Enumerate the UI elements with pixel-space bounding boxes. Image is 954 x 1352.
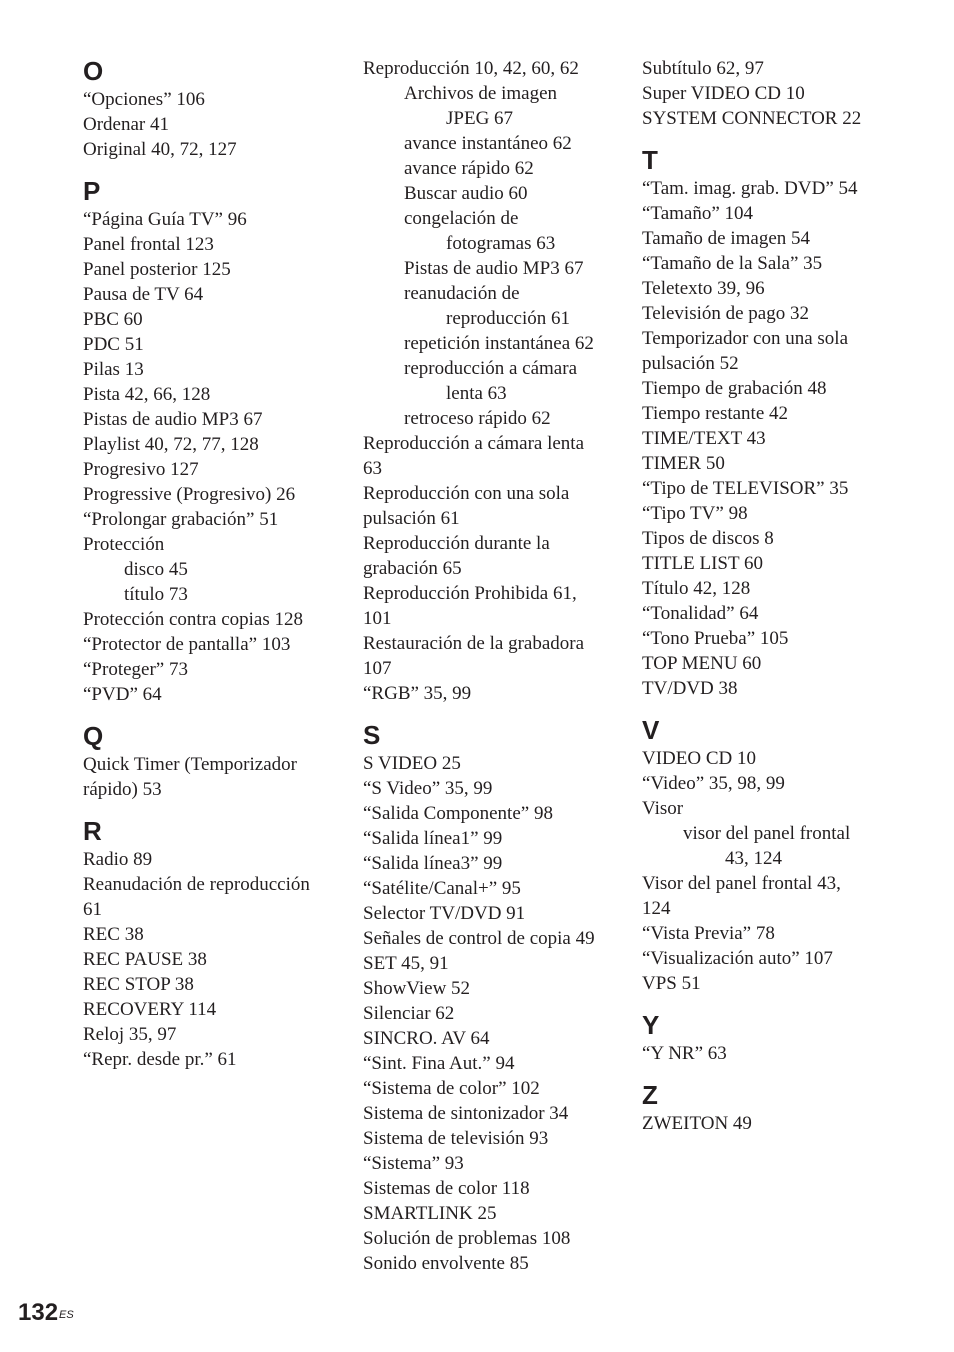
- index-entry: Protección contra copias 128: [83, 609, 304, 630]
- index-entry: Visor del panel frontal 43,: [642, 873, 841, 894]
- index-entry: Pilas 13: [83, 359, 144, 380]
- index-entry: Reloj 35, 97: [83, 1024, 177, 1045]
- index-entry: “Tono Prueba” 105: [642, 628, 789, 649]
- index-entry: Playlist 40, 72, 77, 128: [83, 434, 259, 455]
- index-section: [83, 56, 338, 162]
- index-entry: “RGB” 35, 99: [363, 683, 472, 704]
- index-entry: SINCRO. AV 64: [363, 1028, 490, 1049]
- index-subentry: reproducción a cámara: [404, 358, 578, 379]
- index-entry: PBC 60: [83, 309, 143, 330]
- index-entry: “Salida línea1” 99: [363, 828, 503, 849]
- index-entry: Pausa de TV 64: [83, 284, 204, 305]
- index-subentry: JPEG 67: [446, 108, 514, 129]
- index-entry: RECOVERY 114: [83, 999, 217, 1020]
- index-subentry: avance rápido 62: [404, 158, 534, 179]
- index-entry: “Tipo de TELEVISOR” 35: [642, 478, 849, 499]
- index-entry: Silenciar 62: [363, 1003, 455, 1024]
- index-subentry: lenta 63: [446, 383, 507, 404]
- index-entry: REC PAUSE 38: [83, 949, 207, 970]
- index-entry: 107: [363, 658, 392, 679]
- section-letter-heading: V: [642, 715, 660, 745]
- index-column-1: [83, 56, 338, 1072]
- index-subentry: Pistas de audio MP3 67: [404, 258, 584, 279]
- index-entry: “Protector de pantalla” 103: [83, 634, 291, 655]
- index-subentry: avance instantáneo 62: [404, 133, 572, 154]
- index-subentry: retroceso rápido 62: [404, 408, 551, 429]
- index-entry: “Prolongar grabación” 51: [83, 509, 279, 530]
- section-letter-heading: Q: [83, 721, 104, 751]
- index-subentry: título 73: [124, 584, 188, 605]
- index-entry: grabación 65: [363, 558, 462, 579]
- index-entry: Super VIDEO CD 10: [642, 83, 805, 104]
- section-letter-heading: O: [83, 56, 104, 86]
- index-entry: Tiempo restante 42: [642, 403, 789, 424]
- index-entry: 63: [363, 458, 382, 479]
- index-entry: Progressive (Progresivo) 26: [83, 484, 296, 505]
- index-entry: “Sint. Fina Aut.” 94: [363, 1053, 515, 1074]
- index-section: [363, 720, 625, 1276]
- index-entry: “Salida Componente” 98: [363, 803, 553, 824]
- index-entry: ZWEITON 49: [642, 1113, 752, 1134]
- index-entry: “Tam. imag. grab. DVD” 54: [642, 178, 858, 199]
- index-entry: “Proteger” 73: [83, 659, 188, 680]
- page-number: [18, 1298, 74, 1328]
- index-entry: TV/DVD 38: [642, 678, 738, 699]
- index-entry: Subtítulo 62, 97: [642, 58, 764, 79]
- index-entry: S VIDEO 25: [363, 753, 461, 774]
- index-entry: Pista 42, 66, 128: [83, 384, 211, 405]
- index-entry: VIDEO CD 10: [642, 748, 756, 769]
- index-entry: 101: [363, 608, 392, 629]
- section-letter-heading: Z: [642, 1080, 658, 1110]
- index-entry: TOP MENU 60: [642, 653, 762, 674]
- index-section: [363, 56, 625, 706]
- index-entry: Tamaño de imagen 54: [642, 228, 811, 249]
- index-entry: “Tamaño de la Sala” 35: [642, 253, 823, 274]
- index-subentry: congelación de: [404, 208, 519, 229]
- index-subentry: Archivos de imagen: [404, 83, 558, 104]
- index-entry: “Página Guía TV” 96: [83, 209, 247, 230]
- index-entry: Progresivo 127: [83, 459, 199, 480]
- index-entry: “PVD” 64: [83, 684, 162, 705]
- index-entry: Televisión de pago 32: [642, 303, 809, 324]
- index-entry: Quick Timer (Temporizador: [83, 754, 297, 775]
- index-entry: Señales de control de copia 49: [363, 928, 595, 949]
- page-number-value: 132: [18, 1299, 59, 1326]
- index-entry: Selector TV/DVD 91: [363, 903, 526, 924]
- section-letter-heading: R: [83, 816, 102, 846]
- index-entry: Restauración de la grabadora: [363, 633, 585, 654]
- section-letter-heading: P: [83, 176, 101, 206]
- index-subentry: disco 45: [124, 559, 188, 580]
- index-entry: rápido) 53: [83, 779, 162, 800]
- index-entry: Título 42, 128: [642, 578, 751, 599]
- index-entry: Teletexto 39, 96: [642, 278, 765, 299]
- index-subentry: fotogramas 63: [446, 233, 556, 254]
- index-entry: Reanudación de reproducción: [83, 874, 310, 895]
- index-section: [642, 1080, 912, 1136]
- index-entry: TIME/TEXT 43: [642, 428, 766, 449]
- index-entry: Ordenar 41: [83, 114, 169, 135]
- index-entry: 124: [642, 898, 671, 919]
- index-entry: Protección: [83, 534, 165, 555]
- index-section: [642, 715, 912, 996]
- index-entry: “Visualización auto” 107: [642, 948, 833, 969]
- index-entry: “Satélite/Canal+” 95: [363, 878, 521, 899]
- index-entry: “Repr. desde pr.” 61: [83, 1049, 237, 1070]
- index-entry: “Y NR” 63: [642, 1043, 727, 1064]
- index-entry: SYSTEM CONNECTOR 22: [642, 108, 862, 129]
- index-entry: VPS 51: [642, 973, 701, 994]
- index-section: [642, 145, 912, 701]
- index-entry: SMARTLINK 25: [363, 1203, 497, 1224]
- index-entry: “Tamaño” 104: [642, 203, 754, 224]
- index-entry: 61: [83, 899, 102, 920]
- index-section: [642, 56, 912, 131]
- index-entry: Temporizador con una sola: [642, 328, 849, 349]
- index-subentry: visor del panel frontal: [683, 823, 851, 844]
- index-entry: ShowView 52: [363, 978, 471, 999]
- index-entry: Panel posterior 125: [83, 259, 231, 280]
- section-letter-heading: T: [642, 145, 658, 175]
- index-entry: “Video” 35, 98, 99: [642, 773, 785, 794]
- index-column-3: [642, 56, 912, 1136]
- index-entry: “Tonalidad” 64: [642, 603, 759, 624]
- index-subentry: reproducción 61: [446, 308, 570, 329]
- index-entry: “Salida línea3” 99: [363, 853, 503, 874]
- index-entry: “Tipo TV” 98: [642, 503, 748, 524]
- index-entry: REC STOP 38: [83, 974, 194, 995]
- index-entry: TITLE LIST 60: [642, 553, 764, 574]
- index-entry: Sonido envolvente 85: [363, 1253, 529, 1274]
- index-column-2: [363, 56, 625, 1276]
- index-entry: “Vista Previa” 78: [642, 923, 775, 944]
- index-section: [83, 176, 338, 707]
- index-entry: “Sistema de color” 102: [363, 1078, 540, 1099]
- index-subentry: repetición instantánea 62: [404, 333, 594, 354]
- index-entry: Reproducción Prohibida 61,: [363, 583, 577, 604]
- index-entry: Solución de problemas 108: [363, 1228, 571, 1249]
- index-entry: “Opciones” 106: [83, 89, 205, 110]
- index-entry: TIMER 50: [642, 453, 725, 474]
- index-entry: Pistas de audio MP3 67: [83, 409, 263, 430]
- section-letter-heading: Y: [642, 1010, 660, 1040]
- index-entry: Sistema de televisión 93: [363, 1128, 549, 1149]
- index-section: [83, 721, 338, 802]
- index-entry: “Sistema” 93: [363, 1153, 464, 1174]
- index-subentry: reanudación de: [404, 283, 520, 304]
- index-entry: Reproducción con una sola: [363, 483, 570, 504]
- index-entry: SET 45, 91: [363, 953, 449, 974]
- index-entry: “S Video” 35, 99: [363, 778, 493, 799]
- index-entry: Tipos de discos 8: [642, 528, 774, 549]
- section-letter-heading: S: [363, 720, 381, 750]
- index-entry: Radio 89: [83, 849, 153, 870]
- index-section: [83, 816, 338, 1072]
- index-entry: PDC 51: [83, 334, 144, 355]
- page-number-suffix: ES: [59, 1309, 74, 1321]
- index-entry: Tiempo de grabación 48: [642, 378, 827, 399]
- index-subentry: Buscar audio 60: [404, 183, 528, 204]
- index-entry: Visor: [642, 798, 684, 819]
- index-subentry: 43, 124: [725, 848, 782, 869]
- index-entry: pulsación 61: [363, 508, 460, 529]
- index-entry: Sistemas de color 118: [363, 1178, 530, 1199]
- index-entry: Reproducción a cámara lenta: [363, 433, 585, 454]
- index-entry: pulsación 52: [642, 353, 739, 374]
- index-entry: Reproducción 10, 42, 60, 62: [363, 58, 579, 79]
- index-entry: Sistema de sintonizador 34: [363, 1103, 569, 1124]
- index-entry: Panel frontal 123: [83, 234, 214, 255]
- index-section: [642, 1010, 912, 1066]
- index-entry: REC 38: [83, 924, 144, 945]
- index-entry: Original 40, 72, 127: [83, 139, 237, 160]
- index-entry: Reproducción durante la: [363, 533, 550, 554]
